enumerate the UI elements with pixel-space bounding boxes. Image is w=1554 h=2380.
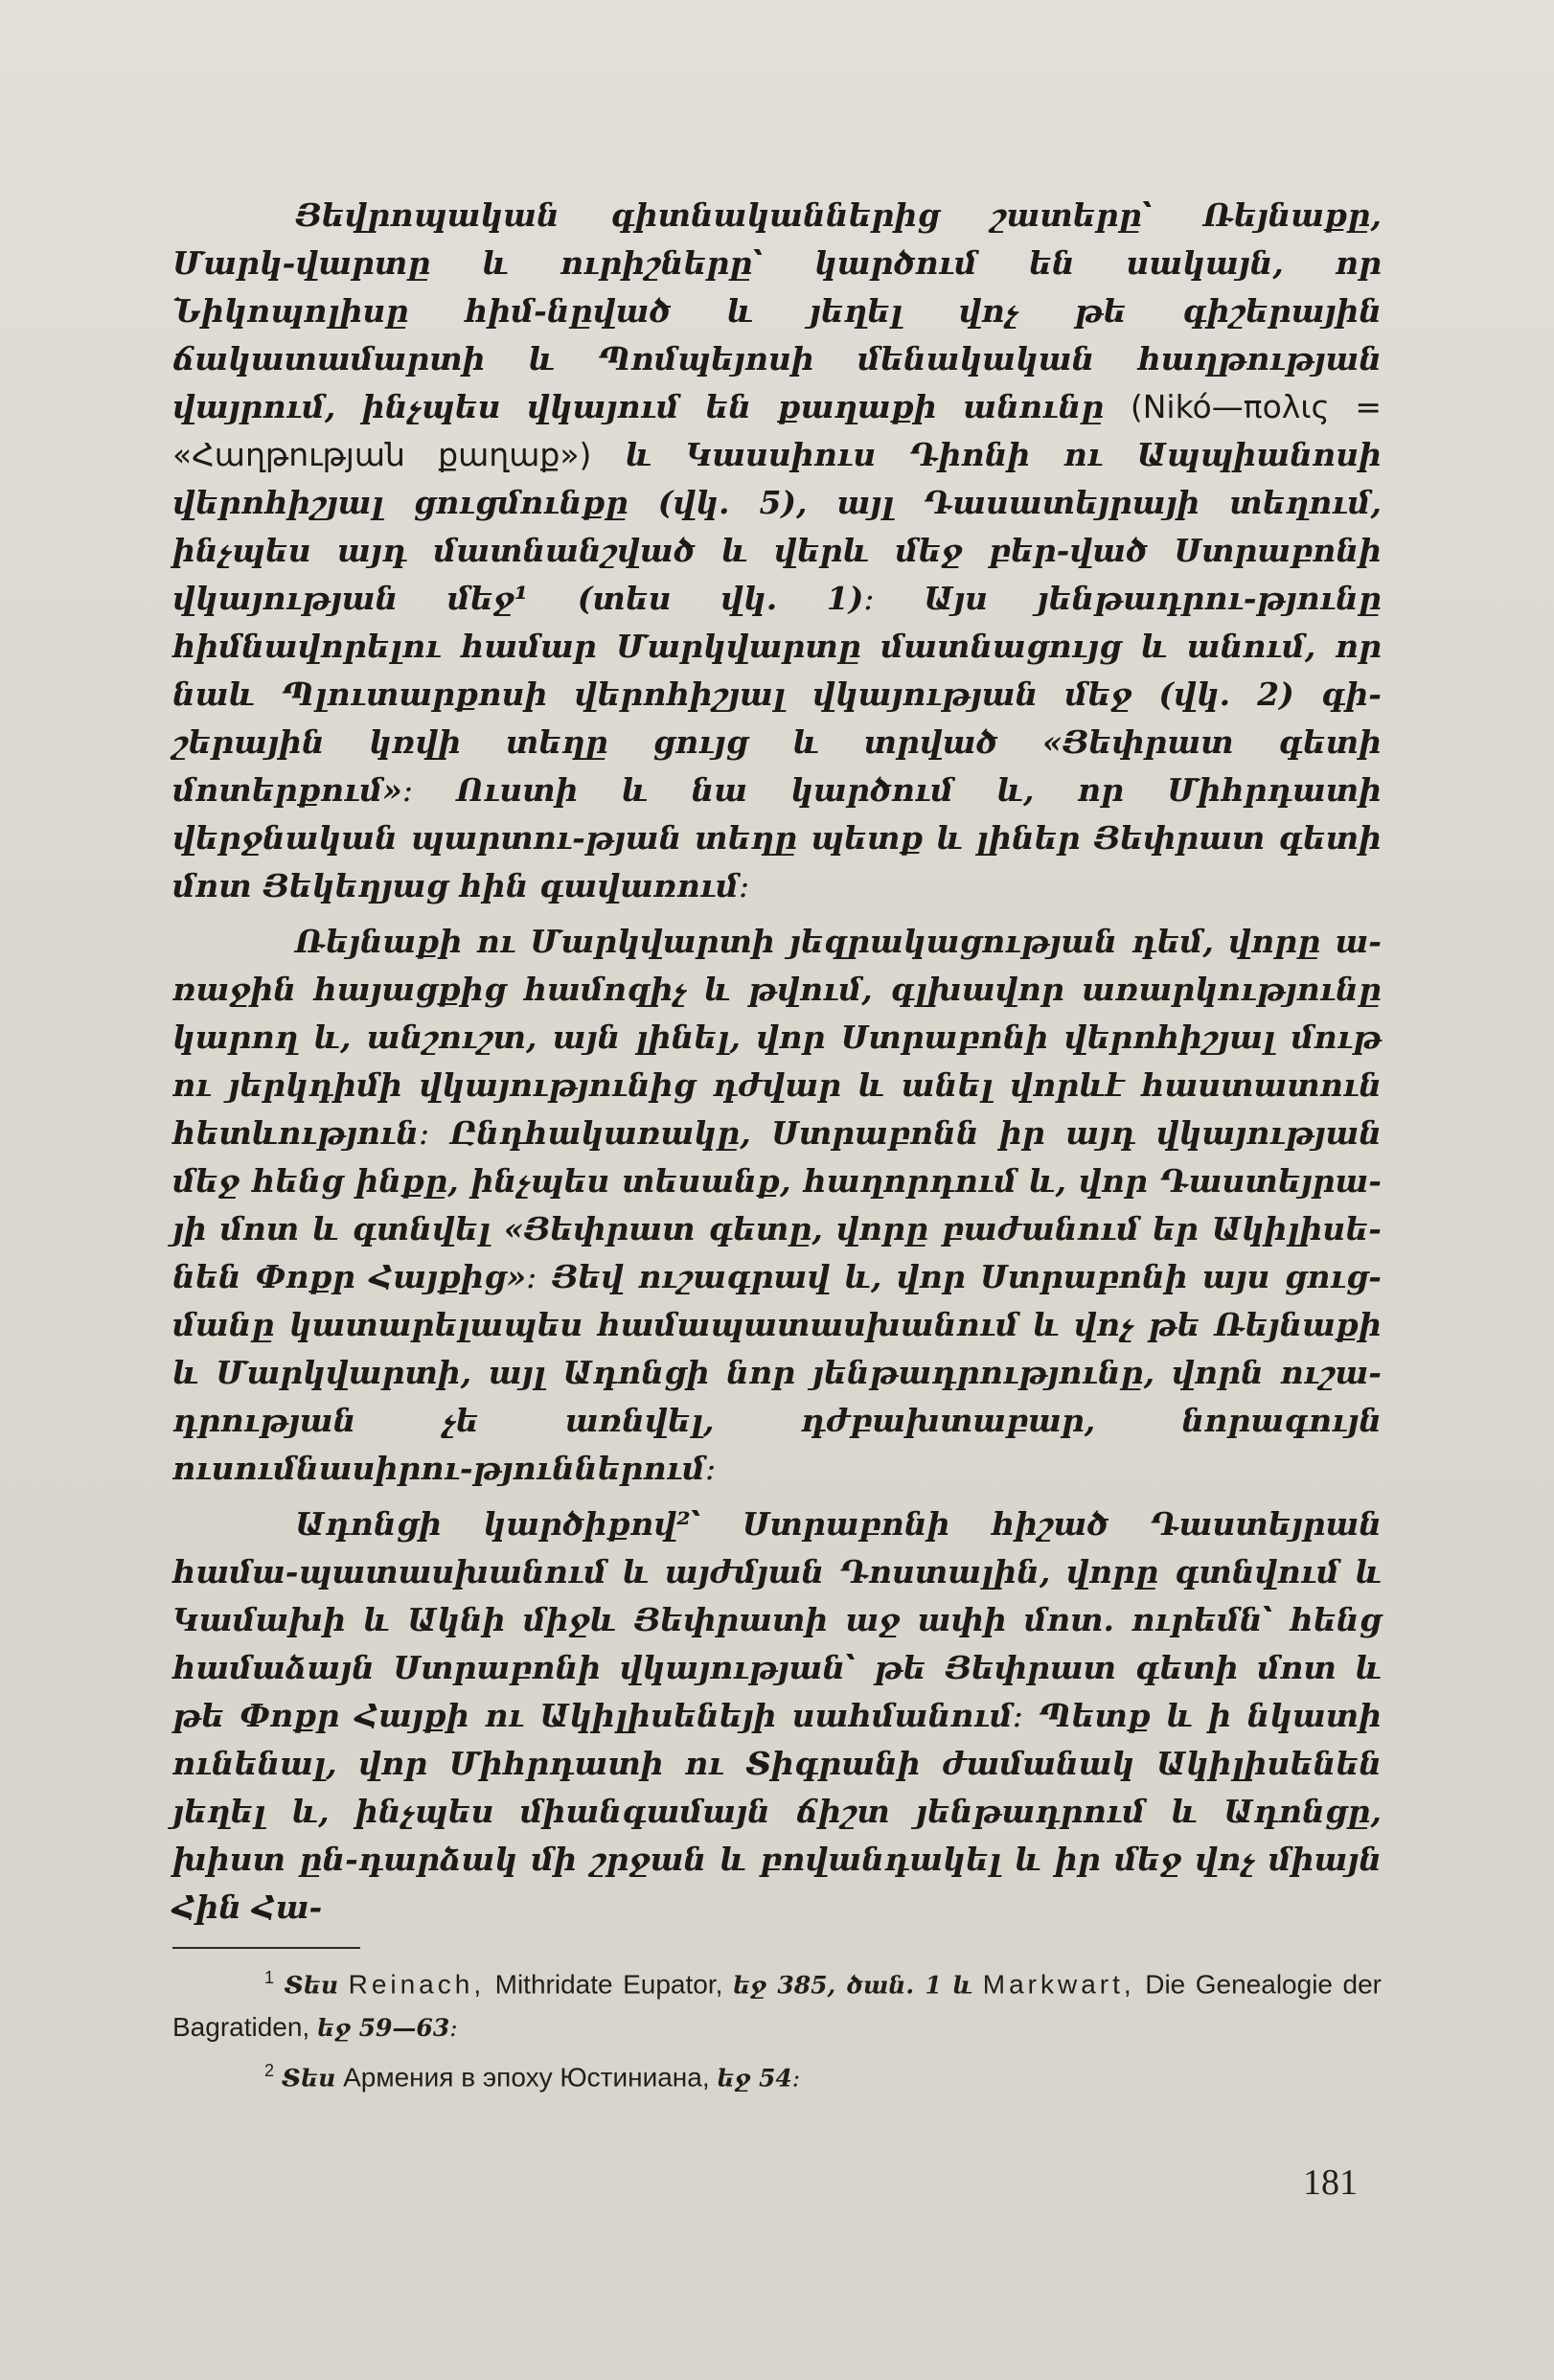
footnote-2-see: Տես: [281, 2064, 336, 2093]
footnote-1-title-1: Mithridate Eupator,: [494, 1969, 723, 2000]
paragraph-2: Ռեյնաքի ու Մարկվարտի յեզրակացության դեմ, վորը ա-ռաջին հայացքից համոզիչ և թվում, գլխավոր առարկությունը կարող և, անշուշտ, այն լինել, վոր Ստրաբոնի վերոհիշյալ մութ ու յերկդիմի վկայությունից դժվար և անել վորևէ հաստատուն հետևություն։ Ընդհակառակը, Ստրաբոնն իր այդ վկայության մեջ հենց ինքը, ինչպես տեսանք, հաղորդում և, վոր Դաստեյրա-յի մոտ և գտնվել «Յեփրատ գետը, վորը բաժանում եր Ակիլիսե-նեն Փոքր Հայքից»։ Յեվ ուշագրավ և, վոր Ստրաբոնի այս ցուց-մանը կատարելապես համապատասխանում և վոչ թե Ռեյնաքի և Մարկվարտի, այլ Ադոնցի նոր յենթադրությունը, վորն ուշա-դրության չե առնվել, դժբախտաբար, նորագույն ուսումնասիրու-թյուններում։: [172, 923, 1382, 1487]
footnote-2-marker: 2: [264, 2061, 275, 2081]
footnote-1-author-1: Reinach,: [348, 1969, 486, 2000]
footnote-1-title-2: Die Genealogie der Bagratiden,: [172, 1969, 1382, 2043]
footnotes: [172, 1957, 1382, 2100]
footnote-1: [172, 1957, 1382, 2049]
footnote-1-marker: 1: [264, 1968, 275, 1987]
paragraph-1-greek-phrase: (Nikó—πολις = «Հաղթության քաղաք»): [172, 388, 1382, 473]
page-number: 181: [1303, 2163, 1358, 2203]
footnote-1-page-1: եջ 385, ծան. 1 և: [732, 1971, 973, 2000]
main-text: [172, 192, 1382, 1932]
paragraph-1-part-c: և Կասսիուս Դիոնի ու Ապպիանոսի վերոհիշյալ ցուցմունքը (վկ. 5), այլ Դասատեյրայի տեղում, ինչպես այդ մատնանշված և վերև մեջ բեր-ված Ստրաբոնի վկայության մեջ¹ (տես վկ. 1)։ Այս յենթադրու-թյունը հիմնավորելու համար Մարկվարտը մատնացույց և անում, որ նաև Պլուտարքոսի վերոհիշյալ վկայության մեջ (վկ. 2) գի-շերային կռվի տեղը ցույց և տրված «Յեփրատ գետի մոտերքում»։ Ուստի և նա կարծում և, որ Միհրդատի վերջնական պարտու-թյան տեղը պետք և լիներ Յեփրատ գետի մոտ Յեկեղյաց հին գավառում։: [172, 436, 1382, 904]
footnote-divider: [172, 1947, 360, 1949]
footnote-1-author-2: Markwart,: [982, 1969, 1135, 2000]
footnote-2-page: եջ 54։: [717, 2064, 801, 2093]
paragraph-3: Ադոնցի կարծիքով²՝ Ստրաբոնի հիշած Դաստեյրան համա-պատասխանում և այժմյան Դոստալին, վորը գտնվում և Կամախի և Ակնի միջև Յեփրատի աջ ափի մոտ. ուրեմն՝ հենց համաձայն Ստրաբոնի վկայության՝ թե Յեփրատ գետի մոտ և թե Փոքր Հայքի ու Ակիլիսենեյի սահմանում։ Պետք և ի նկատի ունենալ, վոր Միհրդատի ու Տիգրանի ժամանակ Ակիլիսենեն յեղել և, ինչպես միանգամայն ճիշտ յենթադրում և Ադոնցը, խիստ ըն-դարձակ մի շրջան և բովանդակել և իր մեջ վոչ միայն Հին Հա-: [172, 1505, 1382, 1926]
footnote-2: [172, 2049, 1382, 2099]
footnote-1-page-2: եջ 59—63։: [317, 2014, 458, 2043]
footnote-2-title: Армения в эпоху Юстиниана,: [343, 2062, 710, 2093]
paragraph-1: [172, 192, 1382, 910]
footnote-1-see: Տես: [284, 1971, 339, 2000]
paragraph-1-part-a: Յեվրոպական գիտնականներից շատերը՝ Ռեյնաքը, Մարկ-վարտը և ուրիշները՝ կարծում են սակայն, որ Նիկոպոլիսը հիմ-նըված և յեղել վոչ թե գիշերային ճակատամարտի և Պոմպեյոսի մենակական հաղթության վայրում, ինչպես վկայում են քաղաքի անունը: [172, 196, 1382, 425]
